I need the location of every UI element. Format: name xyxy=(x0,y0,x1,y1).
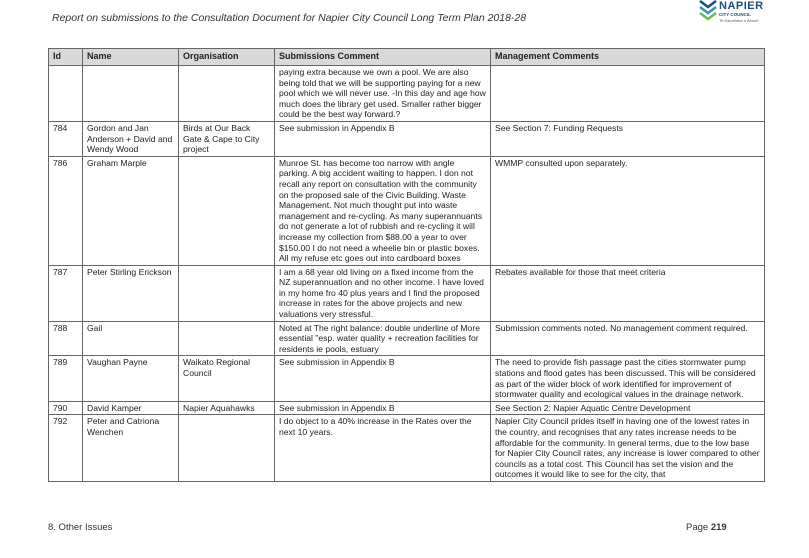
table-row xyxy=(49,265,765,321)
footer-section: 8. Other Issues xyxy=(48,522,113,533)
cell-organisation xyxy=(179,265,275,321)
cell-id: 784 xyxy=(49,121,83,156)
cell-organisation: Waikato Regional Council xyxy=(179,356,275,401)
page-number: 219 xyxy=(710,522,727,533)
cell-submission-comment: I am a 68 year old living on a fixed income from the NZ superannuation and no other income. I have loved in my home fro 40 plus years and I find the proposed increase in rates for the above projects and new valuations very stressful. xyxy=(275,265,491,321)
wave-logo-icon xyxy=(697,0,719,22)
cell-organisation xyxy=(179,415,275,482)
cell-management-comment: Submission comments noted. No management comment required. xyxy=(491,321,765,356)
cell-name xyxy=(83,66,179,122)
logo-maori-name: Te Kaunihera o Ahuriri xyxy=(719,18,759,23)
cell-management-comment: The need to provide fish passage past the cities stormwater pump stations and flood gates has been discussed. This will be considered as part of the wider block of work identified for improvement of stormwater quality and ecological values in the drainage network. xyxy=(491,356,765,401)
column-header-submissions-comment: Submissions Comment xyxy=(275,49,491,66)
cell-id: 787 xyxy=(49,265,83,321)
table-row xyxy=(49,415,765,482)
cell-name: Peter and Catriona Wenchen xyxy=(83,415,179,482)
table-header-row xyxy=(49,49,765,66)
cell-id: 786 xyxy=(49,156,83,265)
cell-id: 790 xyxy=(49,401,83,415)
cell-id xyxy=(49,66,83,122)
report-title: Report on submissions to the Consultation Document for Napier City Council Long Term Plan 2018-28 xyxy=(52,12,527,24)
cell-management-comment: See Section 7: Funding Requests xyxy=(491,121,765,156)
cell-submission-comment: See submission in Appendix B xyxy=(275,121,491,156)
column-header-organisation: Organisation xyxy=(179,49,275,66)
cell-management-comment: Napier City Council prides itself in having one of the lowest rates in the country, and recognises that any rates increase needs to be affordable for the community. In general terms, due to the low base for Napier City Council rates, any increase is lower compared to other councils as a total cost. This Council has set the vision and the outcomes it would like to see for the city, that xyxy=(491,415,765,482)
submissions-table xyxy=(48,48,765,482)
cell-submission-comment: Munroe St. has become too narrow with angle parking. A big accident waiting to happen. I don not recall any report on consultation with the community on the proposed sale of the Civic Building. Waste Management. Not much thought put into waste management and re-cycling. As many superannuants do not generate a lot of rubbish and re-cycling it will increase my collection from $88.00 a year to over $150.00 I do not need a wheelie bin or plastic boxes. All my refuse etc goes out into cardboard boxes xyxy=(275,156,491,265)
cell-id: 788 xyxy=(49,321,83,356)
cell-name: David Kamper xyxy=(83,401,179,415)
cell-management-comment: See Section 2: Napier Aquatic Centre Development xyxy=(491,401,765,415)
cell-name: Gail xyxy=(83,321,179,356)
footer-page xyxy=(686,522,727,533)
cell-submission-comment: See submission in Appendix B xyxy=(275,401,491,415)
table-row xyxy=(49,356,765,401)
cell-name: Graham Marple xyxy=(83,156,179,265)
cell-name: Vaughan Payne xyxy=(83,356,179,401)
cell-name: Peter Stirling Erickson xyxy=(83,265,179,321)
table-row xyxy=(49,66,765,122)
cell-organisation: Birds at Our Back Gate & Cape to City project xyxy=(179,121,275,156)
cell-organisation xyxy=(179,321,275,356)
cell-organisation xyxy=(179,66,275,122)
cell-name: Gordon and Jan Anderson + David and Wendy Wood xyxy=(83,121,179,156)
table-row xyxy=(49,156,765,265)
cell-submission-comment: See submission in Appendix B xyxy=(275,356,491,401)
table-row xyxy=(49,121,765,156)
cell-submission-comment: I do object to a 40% increase in the Rates over the next 10 years. xyxy=(275,415,491,482)
cell-submission-comment: paying extra because we own a pool. We are also being told that we will be supporting paying for a new pool which we will never use. -In this day and age how much does the library get used. Smaller rather bigger could be the best way forward.? xyxy=(275,66,491,122)
logo-subtitle: CITY COUNCIL xyxy=(719,12,751,17)
table-row xyxy=(49,321,765,356)
column-header-id: Id xyxy=(49,49,83,66)
table-row xyxy=(49,401,765,415)
cell-id: 789 xyxy=(49,356,83,401)
cell-submission-comment: Noted at The right balance: double underline of More essential "esp. water quality + recreation facilities for residents ie pools, estuary xyxy=(275,321,491,356)
cell-organisation: Napier Aquahawks xyxy=(179,401,275,415)
cell-management-comment: WMMP consulted upon separately. xyxy=(491,156,765,265)
cell-organisation xyxy=(179,156,275,265)
page-label: Page xyxy=(686,522,709,533)
column-header-management-comments: Management Comments xyxy=(491,49,765,66)
cell-management-comment: Rebates available for those that meet criteria xyxy=(491,265,765,321)
napier-council-logo xyxy=(693,0,793,26)
cell-id: 792 xyxy=(49,415,83,482)
column-header-name: Name xyxy=(83,49,179,66)
cell-management-comment xyxy=(491,66,765,122)
logo-brand: NAPIER xyxy=(719,0,764,12)
